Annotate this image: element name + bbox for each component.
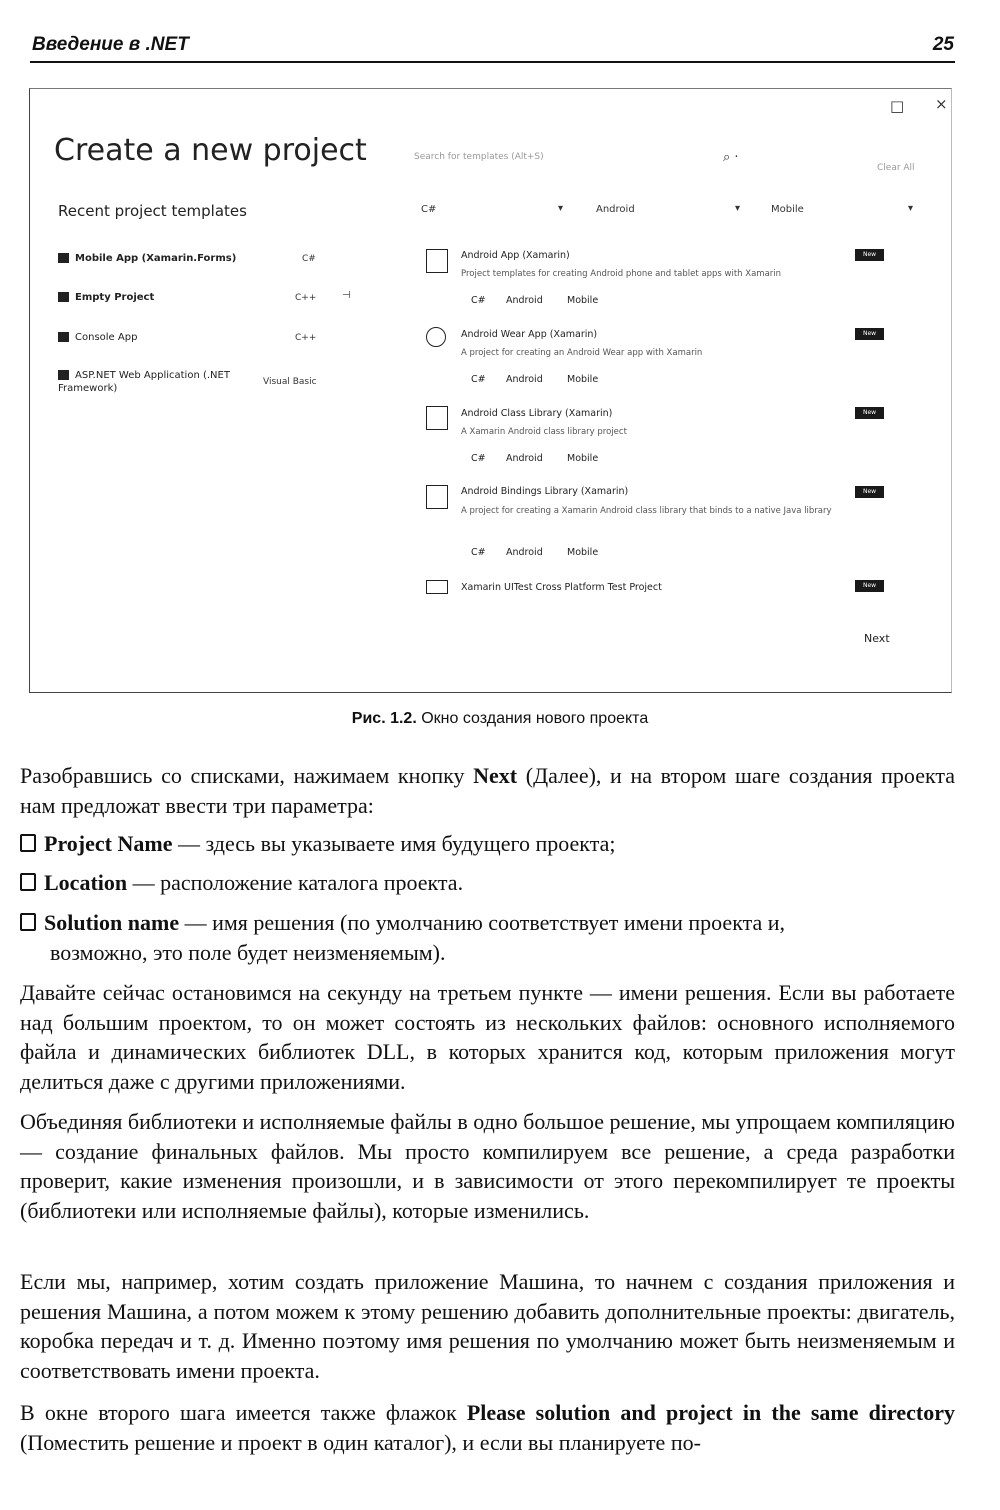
figure-caption xyxy=(0,710,1000,728)
project-icon xyxy=(58,253,69,263)
recent-item-label: Console App xyxy=(75,332,138,343)
create-project-window xyxy=(29,88,952,693)
template-tag: Mobile xyxy=(567,295,599,306)
watch-icon xyxy=(426,327,446,347)
bullet-box-icon xyxy=(20,834,36,852)
language-filter[interactable]: C# xyxy=(421,204,437,215)
new-badge: New xyxy=(855,580,884,592)
template-tag: Mobile xyxy=(567,453,599,464)
recent-item-label: Mobile App (Xamarin.Forms) xyxy=(75,253,237,264)
paragraph-5 xyxy=(20,1398,955,1457)
bullet-term: Project Name xyxy=(44,831,173,856)
bullet-term: Solution name xyxy=(44,910,180,935)
paragraph-text: В окне второго шага имеется также флажок xyxy=(20,1400,467,1425)
bullet-term: Location xyxy=(44,870,128,895)
template-name[interactable]: Android App (Xamarin) xyxy=(461,250,570,261)
bullet-text: — здесь вы указываете имя будущего проекта; xyxy=(172,831,616,856)
uitest-icon xyxy=(426,580,448,594)
paragraph-text: Разобравшись со списками, нажимаем кнопку xyxy=(20,763,474,788)
project-icon xyxy=(58,332,69,342)
template-description: A Xamarin Android class library project xyxy=(461,427,627,437)
paragraph-emphasis: Next xyxy=(473,763,518,788)
bullet-box-icon xyxy=(20,913,36,931)
new-badge: New xyxy=(855,486,884,498)
recent-item-lang: C++ xyxy=(295,293,317,303)
paragraph-2: Давайте сейчас остановимся на секунду на третьем пункте — имени решения. Если вы работаете над большим проектом, то он может состоять из нескольких файлов: основного исполняемого файла и динамических библиотек DLL, в которых хранится код, которым приложения могут делиться даже с другими приложениями. xyxy=(20,980,955,1094)
recent-item-label: ASP.NET Web Application (.NET Framework) xyxy=(58,370,230,394)
clear-all-link[interactable]: Clear All xyxy=(877,163,915,173)
caption-text: Окно создания нового проекта xyxy=(421,710,649,727)
template-name[interactable]: Android Bindings Library (Xamarin) xyxy=(461,486,629,497)
recent-item-lang: C++ xyxy=(295,333,317,343)
bullet-text: — расположение каталога проекта. xyxy=(127,870,464,895)
template-tag: C# xyxy=(471,374,486,385)
template-name[interactable]: Android Wear App (Xamarin) xyxy=(461,329,598,340)
template-tag: Android xyxy=(506,453,543,464)
close-icon[interactable]: × xyxy=(935,95,948,113)
maximize-icon[interactable]: □ xyxy=(890,97,905,115)
recent-item-console-app[interactable] xyxy=(58,332,137,343)
template-description: Project templates for creating Android phone and tablet apps with Xamarin xyxy=(461,269,782,279)
recent-templates-heading: Recent project templates xyxy=(58,202,247,220)
template-name[interactable]: Android Class Library (Xamarin) xyxy=(461,408,613,419)
new-badge: New xyxy=(855,249,884,261)
template-description: A project for creating a Xamarin Android class library that binds to a native Java library xyxy=(461,506,832,516)
template-tag: C# xyxy=(471,453,486,464)
template-description: A project for creating an Android Wear app with Xamarin xyxy=(461,348,703,358)
paragraph-1 xyxy=(20,761,955,820)
bullet-project-name xyxy=(20,829,955,859)
paragraph-3: Объединяя библиотеки и исполняемые файлы в одно большое решение, мы упрощаем компиляцию — создание финальных файлов. Мы просто компилируем все решение, а среда разработки проверит, какие изменения произошли, и в зависимости от этого перекомпилирует те проекты (библиотеки или исполняемые файлы), которые изменились. xyxy=(20,1109,955,1223)
search-icon[interactable]: ⌕ · xyxy=(723,150,739,165)
template-tag: Android xyxy=(506,374,543,385)
project-type-filter[interactable]: Mobile xyxy=(771,204,804,215)
recent-item-lang: Visual Basic xyxy=(263,377,317,387)
template-tag: Android xyxy=(506,547,543,558)
running-header-title: Введение в .NET xyxy=(32,34,189,55)
header-rule xyxy=(30,61,955,63)
pin-icon[interactable]: ⊣ xyxy=(342,290,351,301)
bullet-box-icon xyxy=(20,873,36,891)
template-tag: Mobile xyxy=(567,547,599,558)
platform-filter[interactable]: Android xyxy=(596,204,635,215)
android-app-icon xyxy=(426,249,448,273)
template-tag: C# xyxy=(471,547,486,558)
project-icon xyxy=(58,370,69,380)
new-badge: New xyxy=(855,328,884,340)
page-number: 25 xyxy=(932,34,954,55)
recent-item-mobile-app[interactable] xyxy=(58,253,236,264)
window-title: Create a new project xyxy=(54,133,367,168)
class-library-icon xyxy=(426,406,448,430)
template-tag: C# xyxy=(471,295,486,306)
bindings-library-icon xyxy=(426,485,448,509)
recent-item-lang: C# xyxy=(302,254,316,264)
recent-item-label: Empty Project xyxy=(75,292,155,303)
paragraph-text: (Далее), и на втором шаге создания проекта нам предложат ввести три параметра: xyxy=(20,763,956,818)
bullet-continuation: возможно, это поле будет неизменяемым). xyxy=(50,939,446,965)
next-button[interactable]: Next xyxy=(864,632,890,645)
bullet-solution-name xyxy=(20,908,955,967)
template-tag: Android xyxy=(506,295,543,306)
template-tag: Mobile xyxy=(567,374,599,385)
caption-label: Рис. 1.2. xyxy=(351,710,417,727)
paragraph-4: Если мы, например, хотим создать приложение Машина, то начнем с создания приложения и решения Машина, а потом можем к этому решению добавить дополнительные проекты: двигатель, коробка передач и т. д. Именно поэтому имя решения по умолчанию может быть неизменяемым и соответствовать имени проекта. xyxy=(20,1269,955,1383)
recent-item-aspnet[interactable] xyxy=(58,369,238,395)
bullet-text: — имя решения (по умолчанию соответствует имени проекта и, xyxy=(179,910,786,935)
bullet-location xyxy=(20,868,955,898)
paragraph-text: (Поместить решение и проект в один каталог), и если вы планируете по- xyxy=(20,1429,701,1455)
new-badge: New xyxy=(855,407,884,419)
recent-item-empty-project[interactable] xyxy=(58,292,154,303)
chevron-down-icon[interactable]: ▾ xyxy=(735,203,741,214)
project-icon xyxy=(58,292,69,302)
template-name[interactable]: Xamarin UITest Cross Platform Test Project xyxy=(461,582,662,593)
paragraph-emphasis: Please solution and project in the same directory xyxy=(466,1400,956,1425)
search-input[interactable]: Search for templates (Alt+S) xyxy=(414,152,544,162)
chevron-down-icon[interactable]: ▾ xyxy=(558,203,564,214)
chevron-down-icon[interactable]: ▾ xyxy=(908,203,914,214)
